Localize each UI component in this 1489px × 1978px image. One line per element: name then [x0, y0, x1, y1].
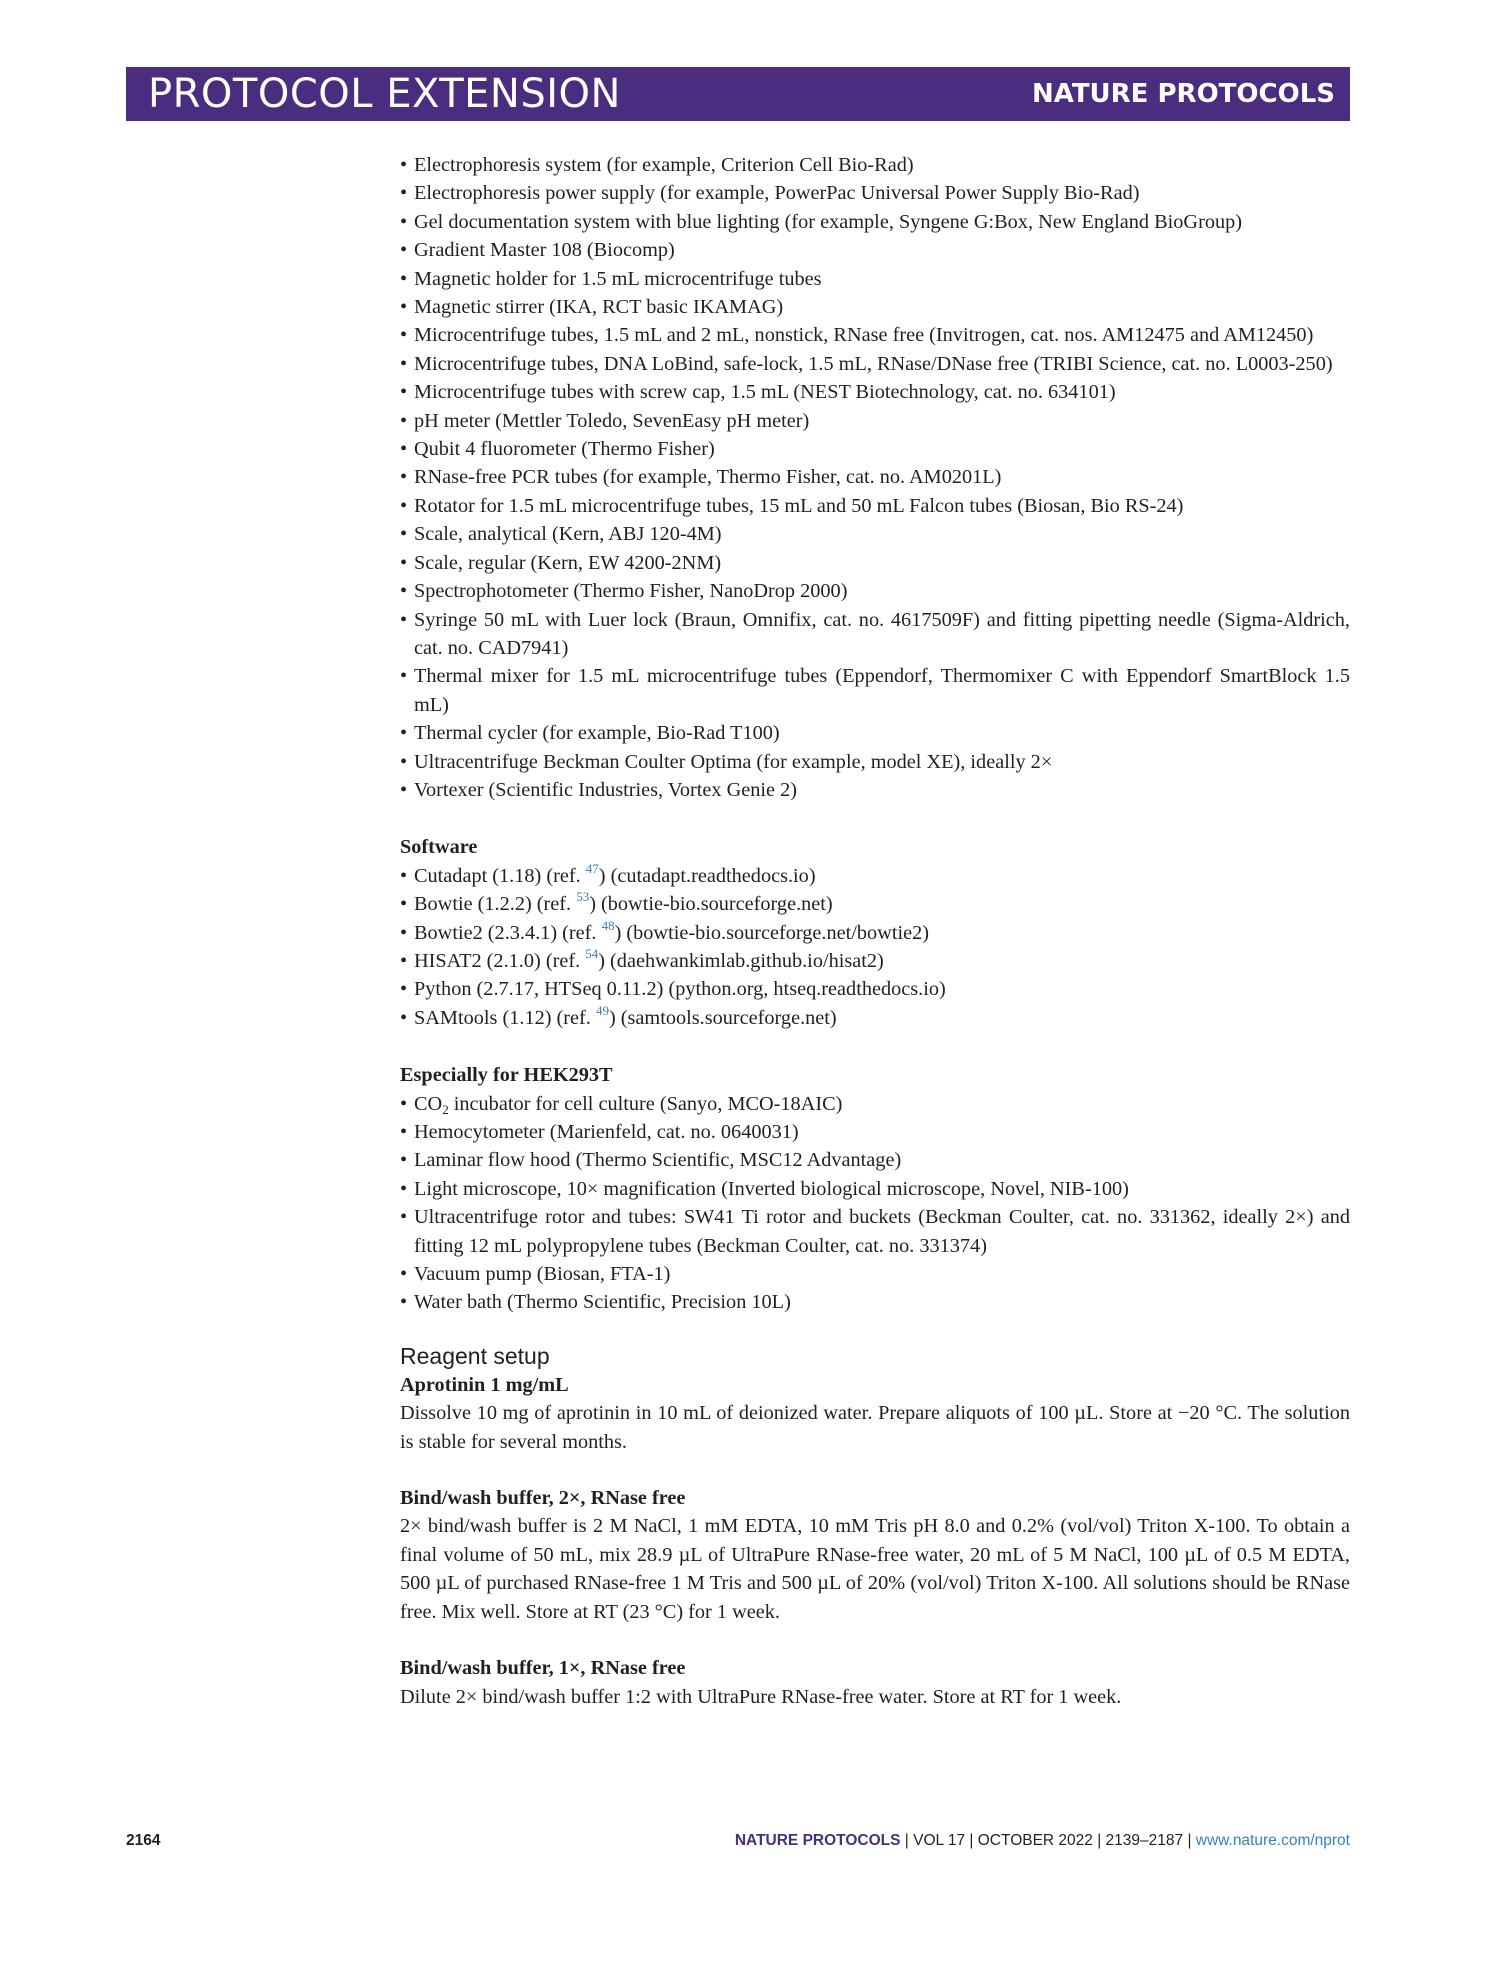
list-item: • Qubit 4 fluorometer (Thermo Fisher): [400, 435, 1350, 463]
list-item: [400, 862, 1350, 890]
reagent-blocks: [400, 1371, 1350, 1711]
software-text: Bowtie (1.2.2) (ref.: [414, 893, 577, 916]
co2-rest: incubator for cell culture (Sanyo, MCO-18AIC): [448, 1092, 843, 1115]
reference-link[interactable]: 49: [595, 1002, 609, 1018]
list-item: • Spectrophotometer (Thermo Fisher, NanoDrop 2000): [400, 577, 1350, 605]
software-text: ) (daehwankimlab.github.io/hisat2): [598, 949, 884, 972]
list-item: • Vacuum pump (Biosan, FTA-1): [400, 1260, 1350, 1288]
software-list: [400, 862, 1350, 1032]
software-text: HISAT2 (2.1.0) (ref.: [414, 949, 586, 972]
footer-date: OCTOBER 2022: [977, 1832, 1093, 1849]
list-item: • Thermal mixer for 1.5 mL microcentrifuge tubes (Eppendorf, Thermomixer C with Eppendorf SmartBlock 1.5 mL): [400, 662, 1350, 719]
list-item: • Rotator for 1.5 mL microcentrifuge tubes, 15 mL and 50 mL Falcon tubes (Biosan, Bio RS-24): [400, 492, 1350, 520]
hek-title: Especially for HEK293T: [400, 1064, 613, 1087]
footer-separator: |: [900, 1832, 914, 1849]
co2-prefix: CO: [414, 1092, 443, 1115]
list-item: • Magnetic stirrer (IKA, RCT basic IKAMAG): [400, 293, 1350, 321]
software-text: ) (samtools.sourceforge.net): [608, 1006, 837, 1029]
reference-link[interactable]: 53: [576, 889, 590, 905]
software-text: SAMtools (1.12) (ref.: [414, 1006, 596, 1029]
software-title: Software: [400, 836, 478, 859]
footer-separator: |: [965, 1832, 978, 1849]
reagent-body: Dissolve 10 mg of aprotinin in 10 mL of deionized water. Prepare aliquots of 100 µL. Store at −20 °C. The solution is stable for several months.: [400, 1402, 1350, 1453]
list-item: • Microcentrifuge tubes with screw cap, 1.5 mL (NEST Biotechnology, cat. no. 634101): [400, 378, 1350, 406]
footer-journal: NATURE PROTOCOLS: [734, 1832, 901, 1849]
list-item: [400, 890, 1350, 918]
reference-link[interactable]: 48: [601, 917, 615, 933]
reagent-setup-heading: Reagent setup: [400, 1342, 550, 1369]
reagent-body: Dilute 2× bind/wash buffer 1:2 with UltraPure RNase-free water. Store at RT for 1 week.: [400, 1685, 1122, 1708]
reference-link[interactable]: 54: [585, 945, 599, 961]
list-item: [400, 975, 1350, 1003]
reagent-block: [400, 1484, 1350, 1626]
software-text: Bowtie2 (2.3.4.1) (ref.: [414, 921, 602, 944]
software-text: ) (bowtie-bio.sourceforge.net/bowtie2): [614, 921, 930, 944]
main-content: [400, 151, 1350, 1711]
footer-pages: 2139–2187: [1105, 1832, 1184, 1849]
reagent-title: Bind/wash buffer, 1×, RNase free: [400, 1657, 686, 1680]
reference-link[interactable]: 47: [585, 860, 599, 876]
list-item: • Gel documentation system with blue lighting (for example, Syngene G:Box, New England BioGroup): [400, 208, 1350, 236]
list-item: • Ultracentrifuge Beckman Coulter Optima (for example, model XE), ideally 2×: [400, 748, 1350, 776]
list-item: • Light microscope, 10× magnification (Inverted biological microscope, Novel, NIB-100): [400, 1175, 1350, 1203]
footer-separator: |: [1183, 1832, 1196, 1849]
list-item: • RNase-free PCR tubes (for example, Thermo Fisher, cat. no. AM0201L): [400, 463, 1350, 491]
list-item: • Scale, analytical (Kern, ABJ 120-4M): [400, 520, 1350, 548]
list-item: • Ultracentrifuge rotor and tubes: SW41 Ti rotor and buckets (Beckman Coulter, cat. no. 331362, ideally 2×) and fitting 12 mL polypropylene tubes (Beckman Coulter, cat. no. 331374): [400, 1203, 1350, 1260]
list-item: • pH meter (Mettler Toledo, SevenEasy pH meter): [400, 407, 1350, 435]
software-text: Python (2.7.17, HTSeq 0.11.2) (python.org, htseq.readthedocs.io): [414, 978, 946, 1001]
header-bar: [126, 67, 1350, 121]
list-item: • Microcentrifuge tubes, DNA LoBind, safe-lock, 1.5 mL, RNase/DNase free (TRIBI Science, cat. no. L0003-250): [400, 350, 1350, 378]
list-item: • Microcentrifuge tubes, 1.5 mL and 2 mL, nonstick, RNase free (Invitrogen, cat. nos. AM12475 and AM12450): [400, 321, 1350, 349]
list-item: [400, 1090, 1350, 1118]
list-item: • Laminar flow hood (Thermo Scientific, MSC12 Advantage): [400, 1146, 1350, 1174]
reagent-block: [400, 1371, 1350, 1456]
list-item: • Syringe 50 mL with Luer lock (Braun, Omnifix, cat. no. 4617509F) and fitting pipetting needle (Sigma-Aldrich, cat. no. CAD7941): [400, 606, 1350, 663]
list-item: • Vortexer (Scientific Industries, Vortex Genie 2): [400, 776, 1350, 804]
software-text: ) (bowtie-bio.sourceforge.net): [589, 893, 833, 916]
list-item: • Electrophoresis system (for example, Criterion Cell Bio-Rad): [400, 151, 1350, 179]
footer-separator: |: [1092, 1832, 1106, 1849]
footer-url-link[interactable]: www.nature.com/nprot: [1195, 1832, 1350, 1849]
co2-subscript: 2: [442, 1101, 449, 1117]
reagent-block: [400, 1654, 1350, 1711]
list-item: • Gradient Master 108 (Biocomp): [400, 236, 1350, 264]
list-item: • Magnetic holder for 1.5 mL microcentrifuge tubes: [400, 265, 1350, 293]
hek-list: [400, 1090, 1350, 1317]
footer-citation: [735, 1832, 1350, 1850]
list-item: • Water bath (Thermo Scientific, Precision 10L): [400, 1288, 1350, 1316]
equipment-list: [400, 151, 1350, 804]
list-item: [400, 947, 1350, 975]
reagent-title: Aprotinin 1 mg/mL: [400, 1373, 569, 1396]
software-text: Cutadapt (1.18) (ref.: [414, 864, 586, 887]
list-item: • Electrophoresis power supply (for example, PowerPac Universal Power Supply Bio-Rad): [400, 179, 1350, 207]
list-item: • Hemocytometer (Marienfeld, cat. no. 0640031): [400, 1118, 1350, 1146]
list-item: • Scale, regular (Kern, EW 4200-2NM): [400, 549, 1350, 577]
list-item: [400, 1004, 1350, 1032]
reagent-title: Bind/wash buffer, 2×, RNase free: [400, 1487, 686, 1510]
section-label: PROTOCOL EXTENSION: [148, 71, 621, 117]
journal-name: NATURE PROTOCOLS: [1031, 79, 1335, 109]
software-text: ) (cutadapt.readthedocs.io): [598, 864, 816, 887]
list-item: • Thermal cycler (for example, Bio-Rad T100): [400, 719, 1350, 747]
list-item: [400, 919, 1350, 947]
page-number: 2164: [126, 1832, 161, 1849]
footer-volume: VOL 17: [913, 1832, 966, 1849]
reagent-body: 2× bind/wash buffer is 2 M NaCl, 1 mM EDTA, 10 mM Tris pH 8.0 and 0.2% (vol/vol) Triton X-100. To obtain a final volume of 50 mL, mix 28.9 µL of UltraPure RNase-free water, 20 mL of 5 M NaCl, 100 µL of 0.5 M EDTA, 500 µL of purchased RNase-free 1 M Tris and 500 µL of 20% (vol/vol) Triton X-100. All solutions should be RNase free. Mix well. Store at RT (23 °C) for 1 week.: [400, 1515, 1350, 1623]
